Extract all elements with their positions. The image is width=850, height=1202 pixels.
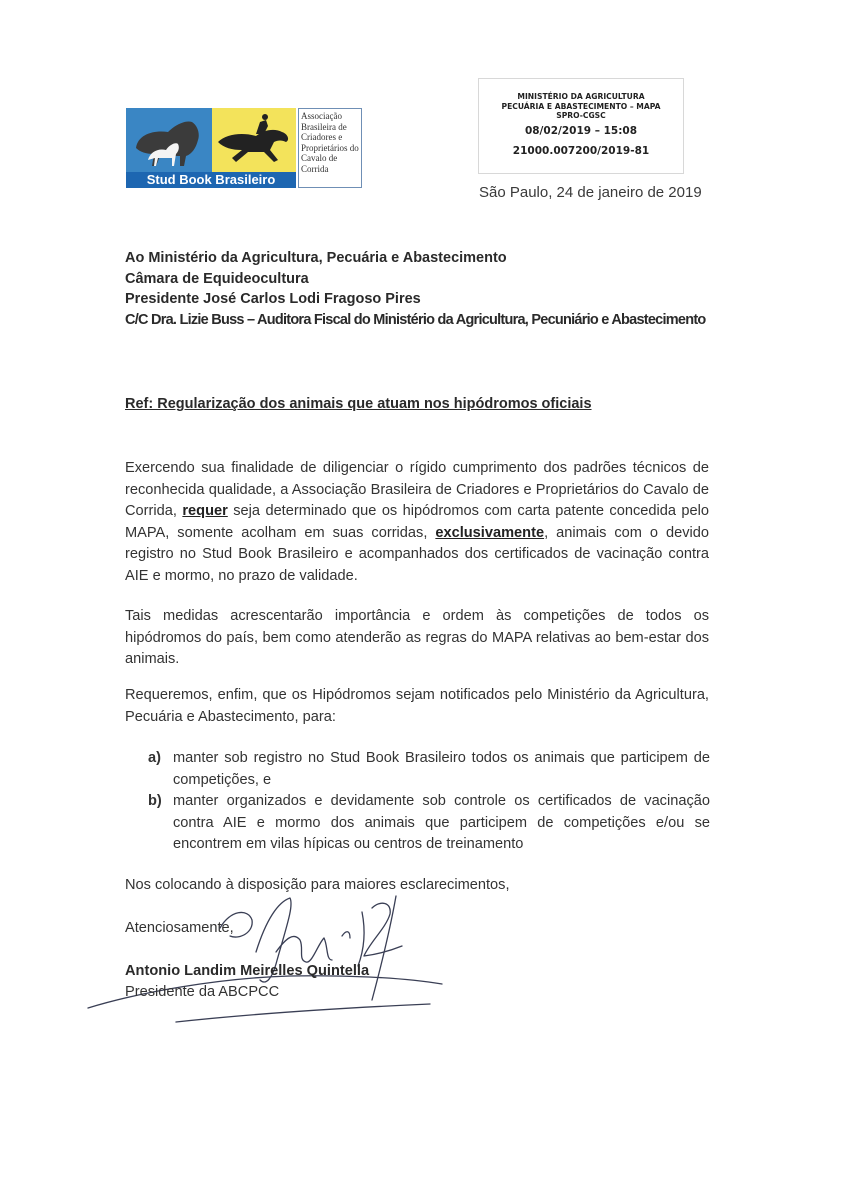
reference-line: Ref: Regularização dos animais que atuam nos hipódromos oficiais <box>125 396 592 412</box>
stud-book-logo <box>126 108 362 188</box>
logo-text-line: Corrida <box>301 163 329 174</box>
addressee-line: Presidente José Carlos Lodi Fragoso Pires <box>125 291 421 307</box>
list-marker: a) <box>148 750 161 766</box>
letter-date: São Paulo, 24 de janeiro de 2019 <box>479 184 702 201</box>
handwritten-signature <box>80 880 460 1030</box>
stamp-department: PECUÁRIA E ABASTECIMENTO – MAPA <box>501 101 661 111</box>
mare-foal-icon <box>126 108 212 172</box>
signer-role: Presidente da ABCPCC <box>125 984 280 1000</box>
emphasis-requer: requer <box>182 503 228 519</box>
logo-brand-band: Stud Book Brasileiro <box>126 172 296 188</box>
stamp-ministry: MINISTÉRIO DA AGRICULTURA <box>517 92 645 101</box>
paragraph-3: Requeremos, enfim, que os Hipódromos sejam notificados pelo Ministério da Agricultura, Pecuária e Abastecimento, para: <box>125 687 709 725</box>
paragraph-text: Exercendo sua finalidade de diligenciar o rígido cumprimento dos padrões técnicos de reconhecida qualidade, a Associação Brasileira de Criadores e Proprietários do Cavalo de Corrida, <box>125 460 709 519</box>
logo-images <box>126 108 296 180</box>
list-marker: b) <box>148 793 162 809</box>
logo-association-text <box>298 108 362 188</box>
paragraph-2: Tais medidas acrescentarão importância e ordem às competições de todos os hipódromos do país, bem como atenderão as regras do MAPA relativas ao bem-estar dos animais. <box>125 608 709 667</box>
list-item-text: manter sob registro no Stud Book Brasileiro todos os animais que participem de competições, e <box>173 750 710 788</box>
stamp-protocol-number: 21000.007200/2019-81 <box>512 144 650 157</box>
emphasis-exclusivamente: exclusivamente <box>435 524 545 541</box>
horses-image <box>126 108 212 172</box>
logo-text-line: Brasileira de <box>301 121 347 132</box>
racehorse-jockey-icon <box>212 108 296 172</box>
racehorse-image <box>212 108 296 172</box>
salutation: Atenciosamente, <box>125 920 234 936</box>
addressee-block <box>125 248 706 330</box>
addressee-cc-line: C/C Dra. Lizie Buss – Auditora Fiscal do Ministério da Agricultura, Pecuniário e Abastecimento <box>125 311 706 328</box>
logo-text-line: Cavalo de <box>301 153 338 163</box>
logo-text-line: Associação <box>301 111 342 121</box>
list-item-text: manter organizados e devidamente sob controle os certificados de vacinação contra AIE e mormo dos animais que participem de competições e/ou se encontrem em vilas hípicas ou centros de treinamento <box>173 793 710 852</box>
paragraph-text: , animais com o devido registro no Stud Book Brasileiro e acompanhados dos certificados de vacinação contra AIE e mormo, no prazo de validade. <box>125 524 709 584</box>
addressee-line: Ao Ministério da Agricultura, Pecuária e Abastecimento <box>125 250 507 266</box>
stamp-sector: SPRO-CGSC <box>556 111 606 120</box>
signer-name: Antonio Landim Meirelles Quintella <box>125 963 370 979</box>
logo-text-line: Criadores e <box>301 132 343 142</box>
logo-text-line: Proprietários do <box>301 142 359 153</box>
protocol-stamp <box>478 78 684 174</box>
stamp-datetime: 08/02/2019 – 15:08 <box>524 124 638 137</box>
addressee-line: Câmara de Equideocultura <box>125 270 309 287</box>
paragraph-1 <box>125 458 709 587</box>
paragraph-text: seja determinado que os hipódromos com carta patente concedida pelo MAPA, somente acolham em suas corridas, <box>125 503 709 541</box>
closing-sentence: Nos colocando à disposição para maiores esclarecimentos, <box>125 877 510 893</box>
